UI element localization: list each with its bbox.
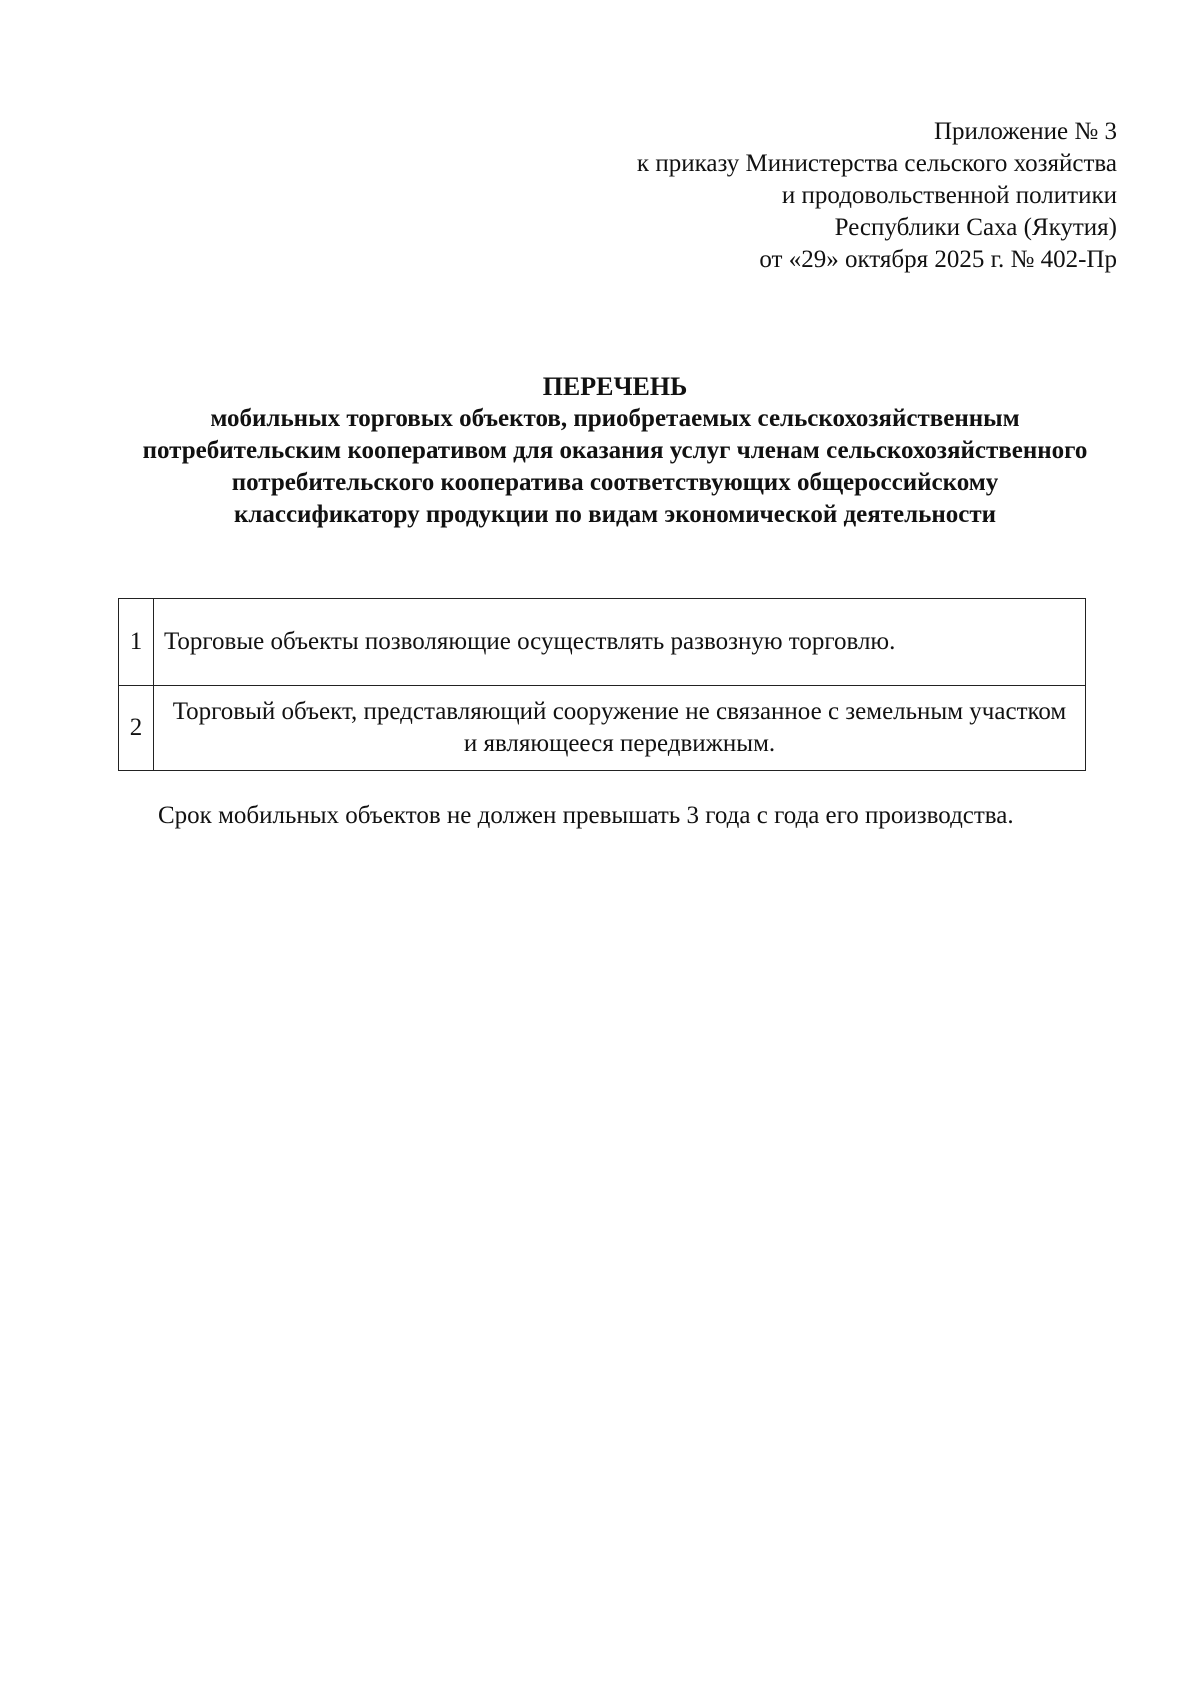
table-row (119, 599, 1086, 686)
row-number: 2 (119, 686, 154, 771)
appendix-order-reference: к приказу Министерства сельского хозяйства (636, 150, 1117, 177)
document-subtitle: мобильных торговых объектов, приобретаемых сельскохозяйственным потребительским кооперативом для оказания услуг членам сельскохозяйственного потребительского кооператива соответствующих общероссийскому классификатору продукции по видам экономической деятельности (142, 405, 1088, 528)
appendix-block (637, 116, 1117, 276)
appendix-number: Приложение № 3 (933, 118, 1117, 145)
appendix-ministry-name: и продовольственной политики (781, 182, 1117, 209)
row-text: Торговые объекты позволяющие осуществлять развозную торговлю. (154, 599, 1086, 686)
row-number: 1 (119, 599, 154, 686)
document-heading (130, 371, 1100, 531)
row-text: Торговый объект, представляющий сооружение не связанное с земельным участком и являющееся передвижным. (154, 686, 1086, 771)
appendix-order-date: от «29» октября 2025 г. № 402-Пр (759, 246, 1117, 273)
appendix-republic: Республики Саха (Якутия) (834, 214, 1117, 241)
objects-table (118, 598, 1086, 771)
document-title: ПЕРЕЧЕНЬ (542, 372, 688, 401)
term-note: Срок мобильных объектов не должен превышать 3 года с года его производства. (158, 802, 1014, 829)
table-row (119, 686, 1086, 771)
